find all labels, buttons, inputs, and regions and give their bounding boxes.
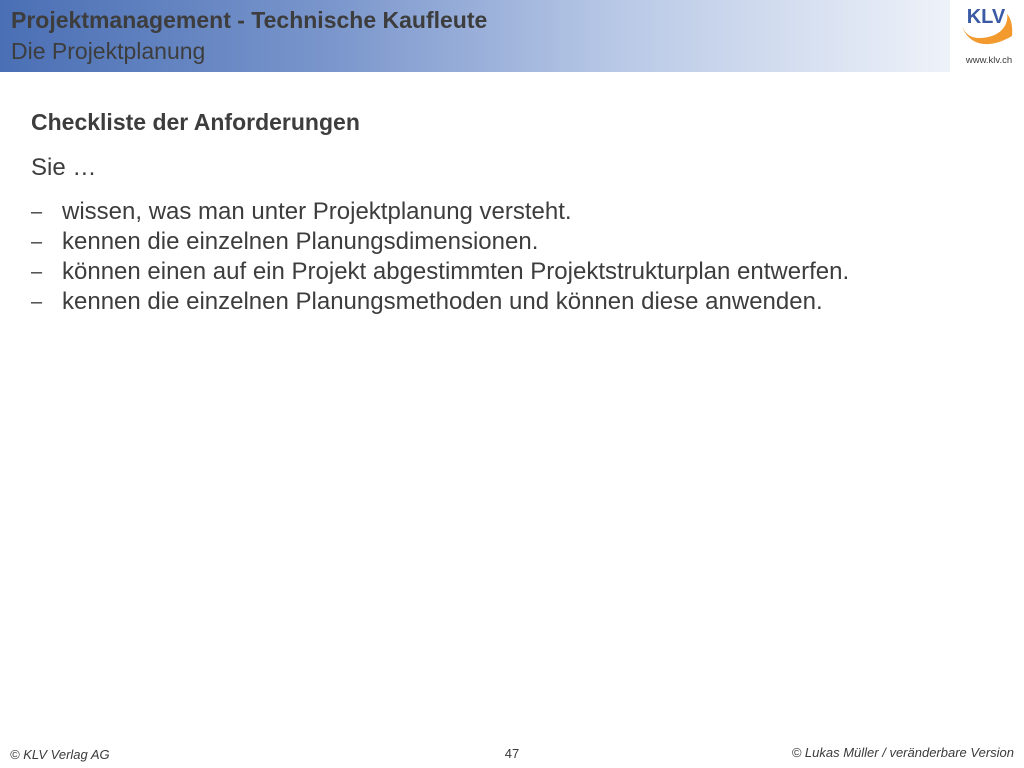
dash-bullet-icon: – [31, 261, 43, 283]
footer-copyright: © KLV Verlag AG [10, 747, 110, 762]
page-number: 47 [504, 746, 520, 761]
intro-text: Sie … [31, 154, 97, 181]
list-item-text: wissen, was man unter Projektplanung versteht. [62, 198, 572, 225]
klv-logo-text: KLV [966, 6, 1006, 28]
footer-author: © Lukas Müller / veränderbare Version [791, 745, 1014, 760]
list-item-text: kennen die einzelnen Planungsdimensionen. [62, 228, 539, 255]
dash-bullet-icon: – [31, 291, 43, 313]
header-title: Projektmanagement - Technische Kaufleute [11, 7, 488, 33]
header-subtitle: Die Projektplanung [11, 38, 206, 64]
dash-bullet-icon: – [31, 231, 43, 253]
list-item-text: kennen die einzelnen Planungsmethoden und können diese anwenden. [62, 288, 823, 315]
section-title: Checkliste der Anforderungen [31, 109, 360, 135]
dash-bullet-icon: – [31, 201, 43, 223]
logo-url: www.klv.ch [965, 55, 1013, 66]
header-band [0, 0, 950, 72]
list-item-text: können einen auf ein Projekt abgestimmten Projektstrukturplan entwerfen. [62, 258, 850, 285]
